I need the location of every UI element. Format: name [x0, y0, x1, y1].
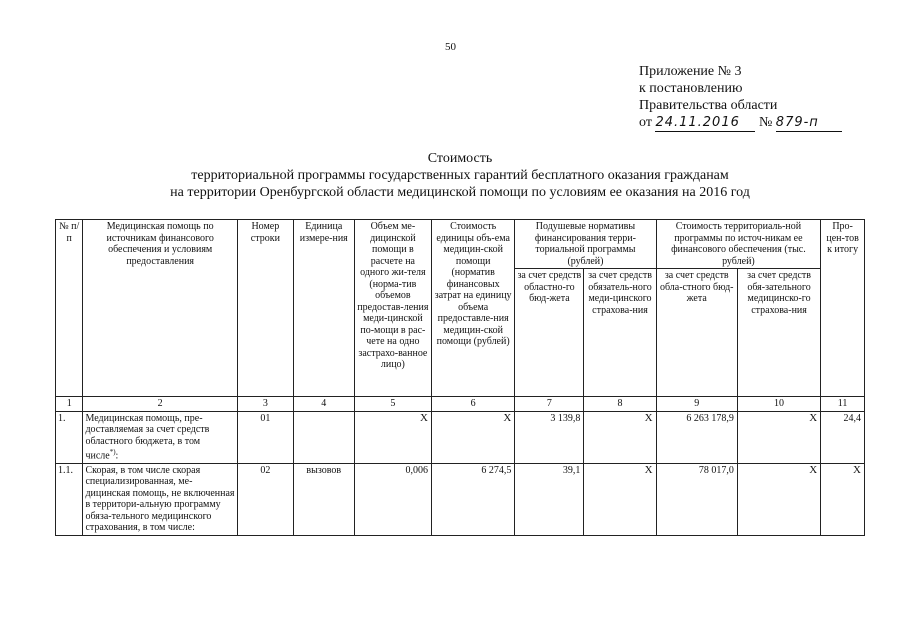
- table-row: [56, 463, 865, 535]
- document-title: [100, 150, 820, 201]
- column-number-row: [56, 397, 865, 412]
- row-per-capita-oms: Х: [584, 411, 656, 463]
- col-number: 8: [584, 397, 656, 412]
- header-unit-cost: Стоимость единицы объ-ема медицин-ской помощи (норматив финансовых затрат на единицу объема предоставле-ния медицин-ской помощи (рублей): [432, 220, 515, 397]
- header-num: № п/п: [56, 220, 83, 397]
- row-percent: 24,4: [821, 411, 865, 463]
- row-line-number: 02: [237, 463, 293, 535]
- row-name-text: Медицинская помощь, пре-доставляемая за счет средств областного бюджета, в том числе: [85, 412, 210, 462]
- handwritten-number: 879-п: [775, 115, 819, 130]
- row-total-budget: 6 263 178,9: [656, 411, 737, 463]
- table-row: [56, 411, 865, 463]
- row-care-type: Скорая, в том числе скорая специализированная, ме-дицинская помощь, не включенная в территори-альную программу обяза-тельного медицинского страхования, в том числе:: [83, 463, 237, 535]
- col-number: 10: [737, 397, 820, 412]
- header-per-capita-group: Подушевые нормативы финансирования терри-ториальной программы (рублей): [515, 220, 656, 269]
- col-number: 4: [293, 397, 354, 412]
- appendix-block: [639, 63, 842, 132]
- date-prefix: от: [639, 115, 652, 130]
- col-number: 7: [515, 397, 584, 412]
- col-number: 2: [83, 397, 237, 412]
- header-volume: Объем ме-дицинской помощи в расчете на одного жи-теля (норма-тив объемов предостав-ления меди-цинской по-мощи в рас-чете на одно застрахо-ванное лицо): [354, 220, 431, 397]
- row-unit-cost: Х: [432, 411, 515, 463]
- appendix-date-line: [639, 114, 842, 132]
- header-per-capita-budget: за счет средств областно-го бюд-жета: [515, 269, 584, 397]
- header-care-type: Медицинская помощь по источникам финансового обеспечения и условиям предоставления: [83, 220, 237, 397]
- header-per-capita-oms: за счет средств обязатель-ного меди-цинского страхова-ния: [584, 269, 656, 397]
- header-row-1: [56, 220, 865, 269]
- row-percent: Х: [821, 463, 865, 535]
- appendix-line1: Приложение № 3: [639, 64, 742, 79]
- col-number: 6: [432, 397, 515, 412]
- header-total-oms: за счет средств обя-зательного медицинско-го страхова-ния: [737, 269, 820, 397]
- handwritten-date: 24.11.2016: [655, 115, 740, 130]
- cost-table: [55, 219, 865, 536]
- row-per-capita-budget: 3 139,8: [515, 411, 584, 463]
- row-unit: вызовов: [293, 463, 354, 535]
- header-line-number: Номер строки: [237, 220, 293, 397]
- page-number: 50: [445, 41, 456, 53]
- number-prefix: №: [758, 115, 773, 130]
- row-line-number: 01: [237, 411, 293, 463]
- row-unit: [293, 411, 354, 463]
- col-number: 3: [237, 397, 293, 412]
- row-total-oms: Х: [737, 463, 820, 535]
- row-num: 1.1.: [56, 463, 83, 535]
- row-total-budget: 78 017,0: [656, 463, 737, 535]
- col-number: 5: [354, 397, 431, 412]
- row-per-capita-budget: 39,1: [515, 463, 584, 535]
- row-per-capita-oms: Х: [584, 463, 656, 535]
- row-volume: Х: [354, 411, 431, 463]
- row-care-type: [83, 411, 237, 463]
- appendix-line2: к постановлению: [639, 81, 743, 96]
- header-total-budget: за счет средств обла-стного бюд-жета: [656, 269, 737, 397]
- col-number: 11: [821, 397, 865, 412]
- title-line2: территориальной программы государственных гарантий бесплатного оказания гражданам: [191, 168, 729, 183]
- title-line1: Стоимость: [427, 151, 493, 166]
- row-total-oms: Х: [737, 411, 820, 463]
- footnote-mark: *): [109, 448, 116, 456]
- header-unit: Единица измере-ния: [293, 220, 354, 397]
- header-percent: Про-цен-тов к итогу: [821, 220, 865, 397]
- appendix-line3: Правительства области: [639, 98, 778, 113]
- row-name-suffix: :: [115, 450, 119, 462]
- row-volume: 0,006: [354, 463, 431, 535]
- title-line3: на территории Оренбургской области медицинской помощи по условиям ее оказания на 2016 год: [170, 185, 750, 200]
- row-unit-cost: 6 274,5: [432, 463, 515, 535]
- header-program-cost-group: Стоимость территориаль-ной программы по источ-никам ее финансового обеспечения (тыс. рублей): [656, 220, 821, 269]
- col-number: 1: [56, 397, 83, 412]
- col-number: 9: [656, 397, 737, 412]
- row-num: 1.: [56, 411, 83, 463]
